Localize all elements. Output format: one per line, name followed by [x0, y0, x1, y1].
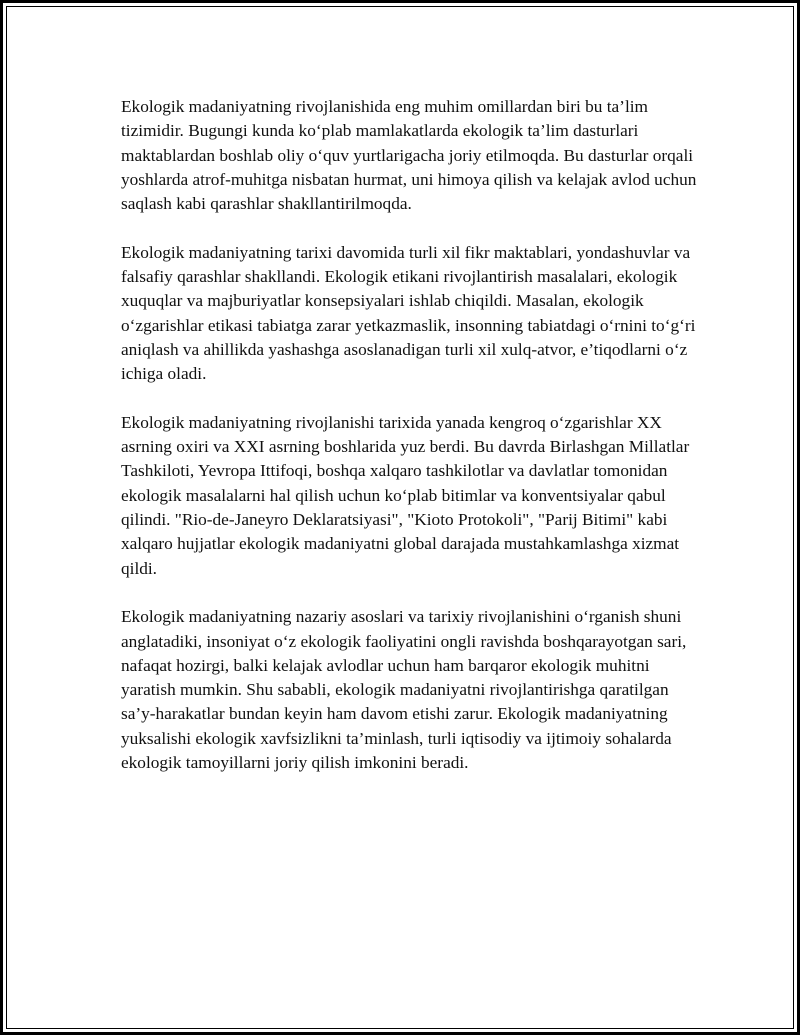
paragraph-4: Ekologik madaniyatning nazariy asoslari va tarixiy rivojlanishini o‘rganish shuni anglatadiki, insoniyat o‘z ekologik faoliyatini ongli ravishda boshqarayotgan sari, nafaqat hozirgi, balki kelajak avlodlar uchun ham barqaror ekologik muhitni yaratish mumkin. Shu sababli, ekologik madaniyatni rivojlantirishga qaratilgan sa’y-harakatlar bundan keyin ham davom etishi zarur. Ekologik madaniyatning yuksalishi ekologik xavfsizlikni ta’minlash, turli iqtisodiy va ijtimoiy sohalarda ekologik tamoyillarni joriy qilish imkonini beradi. — [121, 607, 687, 773]
paragraph-1: Ekologik madaniyatning rivojlanishida eng muhim omillardan biri bu ta’lim tizimidir. Bugungi kunda ko‘plab mamlakatlarda ekologik ta’lim dasturlari maktablardan boshlab oliy o‘quv yurtlarigacha joriy etilmoqda. Bu dasturlar orqali yoshlarda atrof-muhitga nisbatan hurmat, uni himoya qilish va kelajak avlod uchun saqlash kabi qarashlar shakllantirilmoqda. — [121, 97, 697, 214]
document-body — [121, 95, 701, 800]
paragraph-3: Ekologik madaniyatning rivojlanishi tarixida yanada kengroq o‘zgarishlar XX asrning oxiri va XXI asrning boshlarida yuz berdi. Bu davrda Birlashgan Millatlar Tashkiloti, Yevropa Ittifoqi, boshqa xalqaro tashkilotlar va davlatlar tomonidan ekologik masalalarni hal qilish uchun ko‘plab bitimlar va konventsiyalar qabul qilindi. "Rio-de-Janeyro Deklaratsiyasi", "Kioto Protokoli", "Parij Bitimi" kabi xalqaro hujjatlar ekologik madaniyatni global darajada mustahkamlashga xizmat qildi. — [121, 412, 690, 578]
paragraph-2: Ekologik madaniyatning tarixi davomida turli xil fikr maktablari, yondashuvlar va falsafiy qarashlar shakllandi. Ekologik etikani rivojlantirish masalalari, ekologik xuquqlar va majburiyatlar konsepsiyalari ishlab chiqildi. Masalan, ekologik o‘zgarishlar etikasi tabiatga zarar yetkazmaslik, insonning tabiatdagi o‘rnini to‘g‘ri aniqlash va ahillikda yashashga asoslanadigan turli xil xulq-atvor, e’tiqodlarni o‘z ichiga oladi. — [121, 242, 696, 384]
